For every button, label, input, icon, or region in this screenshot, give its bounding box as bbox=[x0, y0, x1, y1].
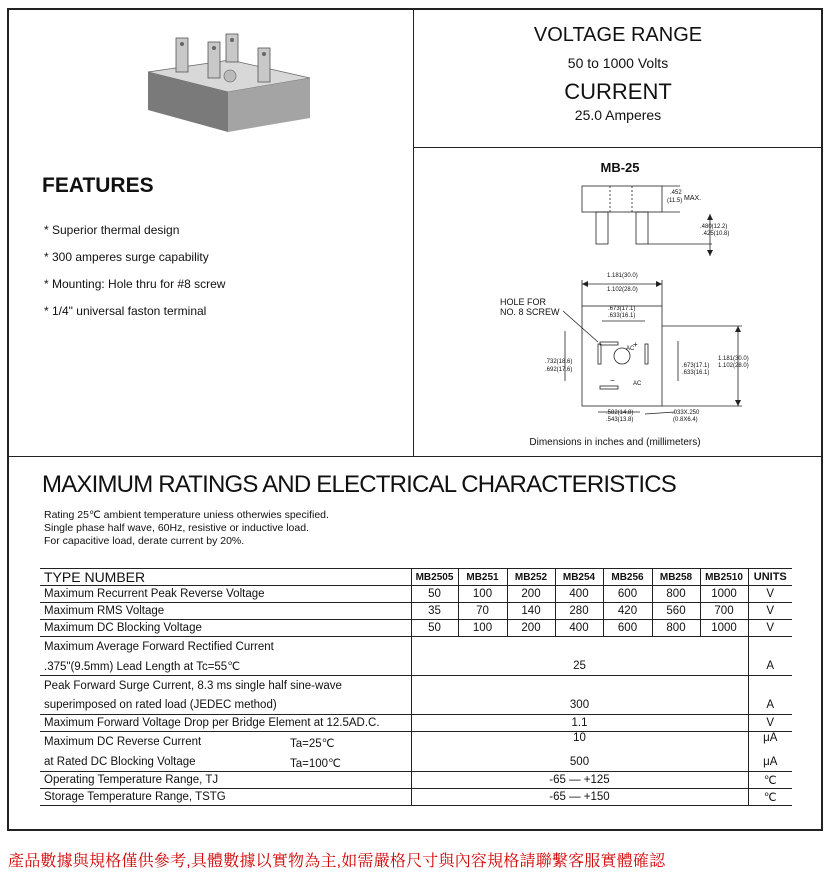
cell: 600 bbox=[603, 620, 652, 637]
cell: 1.1 bbox=[411, 715, 748, 732]
cell: 420 bbox=[603, 603, 652, 620]
row-label: Peak Forward Surge Current, 8.3 ms single half sine-wave bbox=[40, 676, 411, 696]
spacer-cell bbox=[748, 676, 792, 696]
ac-label: AC bbox=[626, 346, 635, 352]
model-header: MB258 bbox=[652, 569, 700, 586]
unit-cell: μA bbox=[748, 732, 792, 753]
dim-tab: .033X.250 bbox=[672, 410, 700, 416]
rated-voltage-label: at Rated DC Blocking Voltage bbox=[44, 755, 196, 768]
minus-label: − bbox=[610, 376, 615, 385]
cell: 600 bbox=[603, 586, 652, 603]
type-number-label: TYPE NUMBER bbox=[40, 569, 411, 586]
model-header: MB2510 bbox=[700, 569, 748, 586]
cell: 400 bbox=[555, 586, 603, 603]
model-header: MB254 bbox=[555, 569, 603, 586]
model-header: MB2505 bbox=[411, 569, 458, 586]
note-line: Single phase half wave, 60Hz, resistive or inductive load. bbox=[44, 522, 309, 534]
ratings-notes bbox=[44, 509, 329, 548]
unit-cell: ℃ bbox=[748, 789, 792, 806]
feature-item: * 300 amperes surge capability bbox=[44, 250, 209, 264]
divider-section bbox=[8, 456, 823, 457]
ratings-title: MAXIMUM RATINGS AND ELECTRICAL CHARACTERISTICS bbox=[42, 471, 676, 498]
current-value: 25.0 Amperes bbox=[574, 107, 662, 123]
cell: 200 bbox=[507, 620, 555, 637]
dim-max: MAX. bbox=[684, 195, 702, 202]
features-title: FEATURES bbox=[42, 174, 154, 197]
disclaimer-text: 產品數據與規格僅供參考,具體數據以實物為主,如需嚴格尺寸與內容規格請聯繫客服實體確認 bbox=[8, 853, 666, 870]
feature-item: * 1/4" universal faston terminal bbox=[44, 304, 207, 318]
unit-cell: A bbox=[748, 695, 792, 715]
condition-label: Ta=100℃ bbox=[290, 757, 341, 770]
row-label: superimposed on rated load (JEDEC method) bbox=[44, 698, 277, 711]
table-row bbox=[40, 772, 792, 789]
table-row bbox=[40, 789, 792, 806]
cell: 50 bbox=[411, 586, 458, 603]
table-row bbox=[40, 637, 792, 657]
plus-label: + bbox=[633, 340, 638, 349]
cell: 400 bbox=[555, 620, 603, 637]
table-row bbox=[40, 695, 792, 715]
package-name: MB-25 bbox=[600, 160, 640, 175]
units-header: UNITS bbox=[748, 569, 792, 586]
cell: 25 bbox=[411, 656, 748, 676]
dim-bottom-min: .543(13.8) bbox=[606, 417, 634, 423]
dim-terminal-min: .633(16.1) bbox=[608, 313, 636, 319]
feature-item: * Superior thermal design bbox=[44, 223, 180, 237]
hole-label-2: NO. 8 SCREW bbox=[500, 307, 560, 317]
unit-cell: V bbox=[748, 586, 792, 603]
table-row bbox=[40, 676, 792, 696]
spacer-cell bbox=[411, 676, 748, 696]
dim-width-min: 1.102(28.0) bbox=[607, 287, 638, 293]
cell: 300 bbox=[411, 695, 748, 715]
dimension-caption: Dimensions in inches and (millimeters) bbox=[529, 437, 701, 448]
cell: 1000 bbox=[700, 620, 748, 637]
row-label bbox=[40, 752, 411, 772]
cell: 500 bbox=[411, 752, 748, 772]
voltage-range-value: 50 to 1000 Volts bbox=[567, 55, 669, 71]
note-line: For capacitive load, derate current by 20%. bbox=[44, 535, 245, 547]
model-header: MB256 bbox=[603, 569, 652, 586]
cell: -65 — +125 bbox=[411, 772, 748, 789]
table-row bbox=[40, 715, 792, 732]
cell: 35 bbox=[411, 603, 458, 620]
dim-height-mm: (11.5) bbox=[667, 198, 683, 204]
dim-spacing: .673(17.1) bbox=[682, 363, 710, 369]
dim-height: .452 bbox=[670, 190, 682, 196]
cell: 140 bbox=[507, 603, 555, 620]
cell: 280 bbox=[555, 603, 603, 620]
dim-side: .732(18.6) bbox=[545, 359, 573, 365]
table-row bbox=[40, 586, 792, 603]
dim-length: 1.181(30.0) bbox=[718, 356, 749, 362]
dim-lead-min: .425(10.8) bbox=[702, 231, 730, 237]
condition-label: Ta=25℃ bbox=[290, 738, 335, 750]
bridge-rectifier-image bbox=[140, 30, 320, 140]
cell: 100 bbox=[458, 620, 507, 637]
reverse-current-label: Maximum DC Reverse Current bbox=[44, 736, 202, 748]
unit-cell: A bbox=[748, 656, 792, 676]
dim-side-min: .692(17.6) bbox=[545, 367, 573, 373]
current-title: CURRENT bbox=[564, 79, 672, 104]
dim-terminal: .673(17.1) bbox=[608, 306, 636, 312]
unit-cell: V bbox=[748, 715, 792, 732]
dim-width: 1.181(30.0) bbox=[607, 273, 638, 279]
row-label: Storage Temperature Range, TSTG bbox=[40, 789, 411, 806]
cell: 200 bbox=[507, 586, 555, 603]
row-label: Maximum Average Forward Rectified Current bbox=[40, 637, 411, 657]
unit-cell: V bbox=[748, 603, 792, 620]
hole-label-1: HOLE FOR bbox=[500, 297, 547, 307]
unit-cell: μA bbox=[748, 752, 792, 772]
dim-spacing-min: .633(16.1) bbox=[682, 370, 710, 376]
model-header: MB251 bbox=[458, 569, 507, 586]
cell: -65 — +150 bbox=[411, 789, 748, 806]
unit-cell: ℃ bbox=[748, 772, 792, 789]
table-row bbox=[40, 656, 792, 676]
row-label bbox=[40, 732, 411, 753]
ac-label: AC bbox=[633, 381, 642, 387]
cell: 800 bbox=[652, 586, 700, 603]
dim-length-min: 1.102(28.0) bbox=[718, 363, 749, 369]
dim-bottom: .582(14.8) bbox=[606, 410, 634, 416]
row-label: Maximum DC Blocking Voltage bbox=[40, 620, 411, 637]
cell: 560 bbox=[652, 603, 700, 620]
cell: 700 bbox=[700, 603, 748, 620]
row-label: Maximum Forward Voltage Drop per Bridge Element at 12.5AD.C. bbox=[40, 715, 411, 732]
cell: 10 bbox=[411, 732, 748, 753]
spacer-cell bbox=[411, 637, 748, 657]
unit-cell: V bbox=[748, 620, 792, 637]
table-header-row bbox=[40, 569, 792, 586]
table-row bbox=[40, 603, 792, 620]
note-line: Rating 25℃ ambient temperature uniess otherwies specified. bbox=[44, 509, 329, 521]
dim-tab-mm: (0.8X6.4) bbox=[673, 417, 698, 423]
feature-item: * Mounting: Hole thru for #8 screw bbox=[44, 277, 226, 291]
cell: 100 bbox=[458, 586, 507, 603]
row-label: Maximum RMS Voltage bbox=[40, 603, 411, 620]
voltage-range-title: VOLTAGE RANGE bbox=[533, 24, 703, 46]
ratings-table bbox=[40, 568, 792, 806]
cell: 1000 bbox=[700, 586, 748, 603]
dim-lead: .480(12.2) bbox=[700, 224, 728, 230]
cell: 70 bbox=[458, 603, 507, 620]
table-row bbox=[40, 620, 792, 637]
row-label: .375"(9.5mm) Lead Length at Tc=55℃ bbox=[44, 660, 241, 673]
divider-vertical bbox=[413, 9, 414, 456]
model-header: MB252 bbox=[507, 569, 555, 586]
row-label: Operating Temperature Range, TJ bbox=[40, 772, 411, 789]
table-row bbox=[40, 732, 792, 753]
spacer-cell bbox=[748, 637, 792, 657]
table-row bbox=[40, 752, 792, 772]
cell: 800 bbox=[652, 620, 700, 637]
divider-header bbox=[414, 147, 822, 148]
cell: 50 bbox=[411, 620, 458, 637]
row-label: Maximum Recurrent Peak Reverse Voltage bbox=[40, 586, 411, 603]
